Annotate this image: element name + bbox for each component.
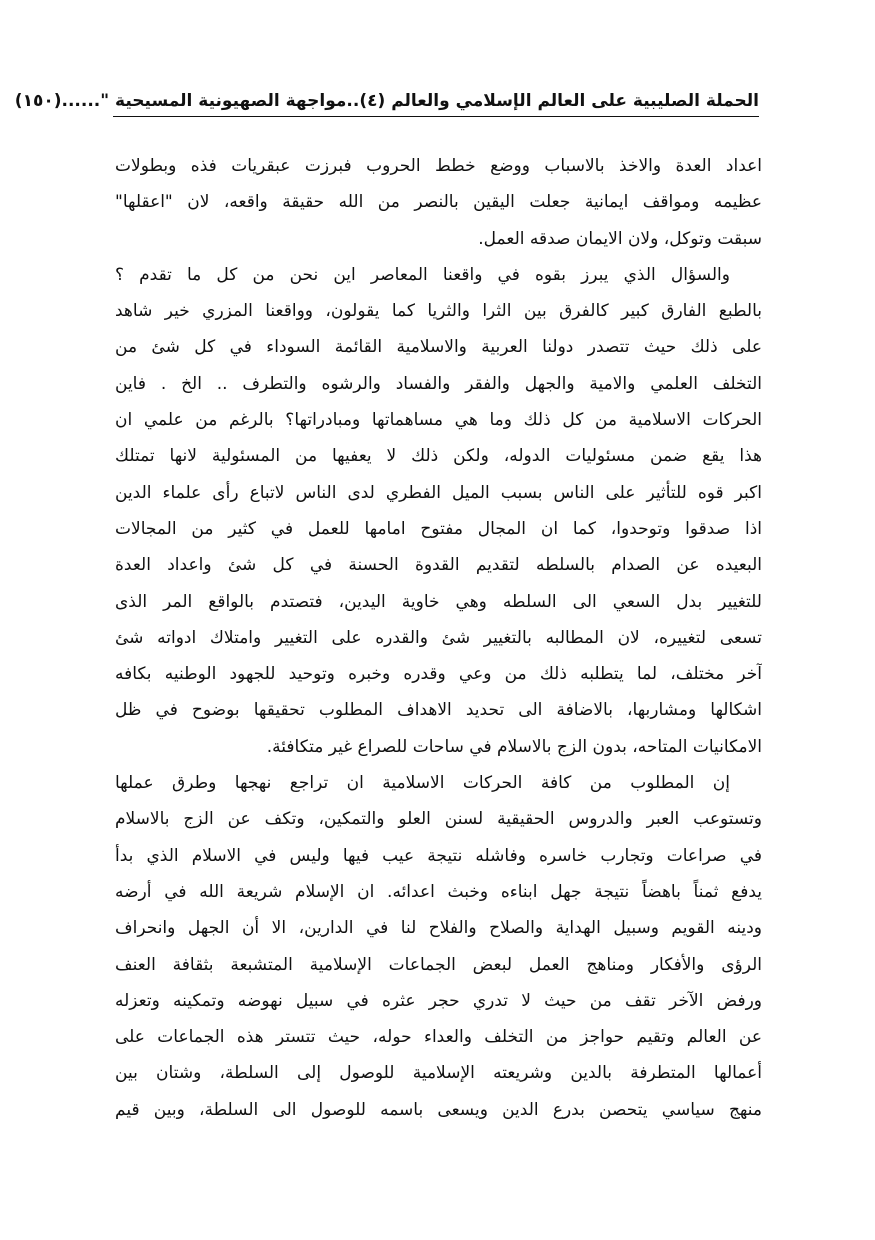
text-line: البعيده عن الصدام بالسلطه لتقديم القدوة الحسنة في كل شئ واعداد العدة xyxy=(115,555,762,576)
text-line: وتستوعب العبر والدروس الحقيقية لسنن العلو والتمكين، وتكف عن الزج بالاسلام xyxy=(115,809,762,830)
text-line: الرؤى والأفكار ومناهج العمل لبعض الجماعات الإسلامية المتشبعة بثقافة العنف xyxy=(115,954,762,975)
text-line: ودينه القويم وسبيل الهداية والصلاح والفلاح لنا في الدارين، الا أن الجهل وانحراف xyxy=(115,918,762,939)
text-line: آخر مختلف، لما يتطلبه ذلك من وعي وقدره وخبره وتوحيد للجهود الوطنيه بكافه xyxy=(115,664,762,685)
text-line: عظيمه ومواقف ايمانية جعلت اليقين بالنصر من الله حقيقة واقعه، لان "اعقلها" xyxy=(115,192,762,213)
text-line: تسعى لتغييره، لان المطالبه بالتغيير شئ والقدره على التغيير وامتلاك ادواته شئ xyxy=(115,627,762,648)
text-line: اكبر قوه للتأثير على الناس بسبب الميل الفطري لدى الناس لاتباع رأى علماء الدين xyxy=(115,482,762,503)
text-line: اشكالها ومشاربها، بالاضافة الى تحديد الاهداف المطلوب تحقيقها بوضوح في ظل xyxy=(115,700,762,721)
text-line: التخلف العلمي والامية والجهل والفقر والفساد والرشوه والتطرف .. الخ . فاين xyxy=(115,373,762,394)
text-line: اعداد العدة والاخذ بالاسباب ووضع خطط الحروب فبرزت عبقريات فذه وبطولات xyxy=(115,156,762,176)
text-line: في صراعات وتجارب خاسره وفاشله نتيجة عيب فيها وليس في الاسلام الذي بدأ xyxy=(115,845,762,866)
text-line: الامكانيات المتاحه، بدون الزج بالاسلام في ساحات للصراع غير متكافئة. xyxy=(266,736,762,757)
text-line: اذا صدقوا وتوحدوا، كما ان المجال مفتوح امامها للعمل في كثير من المجالات xyxy=(115,518,762,539)
text-line: ورفض الآخر تقف من حيث لا تدري حجر عثره في سبيل نهوضه وتمكينه وتعزله xyxy=(115,990,762,1011)
text-line: هذا يقع ضمن مسئوليات الدوله، ولكن ذلك لا يعفيها من المسئولية لانها تمتلك xyxy=(115,446,762,467)
text-line: الحركات الاسلامية من كل ذلك وما هي مساهماتها ومبادراتها؟ بالرغم من علمي ان xyxy=(115,410,762,431)
body-text xyxy=(115,148,762,1128)
text-line: على ذلك حيث تتصدر دولنا العربية والاسلامية القائمة السوداء في كل شئ من xyxy=(115,337,762,358)
text-line: بالطبع الفارق كبير كالفرق بين الثرا والثريا كما يقولون، وواقعنا المزري خير شاهد xyxy=(115,301,762,322)
running-header xyxy=(14,86,759,117)
page-number: (١٥٠) xyxy=(14,91,62,111)
text-line: أعمالها المتطرفة بالدين وشريعته الإسلامية للوصول إلى السلطة، وشتان بين xyxy=(115,1063,762,1084)
text-line: عن العالم وتقيم حواجز من التخلف والعداء حوله، حيث تتستر هذه الجماعات على xyxy=(115,1027,762,1048)
header-title: الحملة الصليبية على العالم الإسلامي والعالم (٤)..مواجهة الصهيونية المسيحية "...... xyxy=(61,91,759,111)
text-line: منهج سياسي يتحصن بدرع الدين ويسعى باسمه للوصول الى السلطة، وبين قيم xyxy=(115,1099,762,1120)
text-line: سبقت وتوكل، ولان الايمان صدقه العمل. xyxy=(478,228,762,249)
text-line: إن المطلوب من كافة الحركات الاسلامية ان تراجع نهجها وطرق عملها xyxy=(115,773,730,794)
text-line: يدفع ثمناً باهضاً نتيجة جهل ابناءه وخبث اعدائه. ان الإسلام شريعة الله في أرضه xyxy=(115,881,762,902)
text-line: والسؤال الذي يبرز بقوه في واقعنا المعاصر اين نحن من كل ما تقدم ؟ xyxy=(115,264,730,285)
text-line: للتغيير بدل السعي الى السلطه وهي خاوية اليدين، فتصتدم بالواقع المر الذى xyxy=(115,591,762,612)
